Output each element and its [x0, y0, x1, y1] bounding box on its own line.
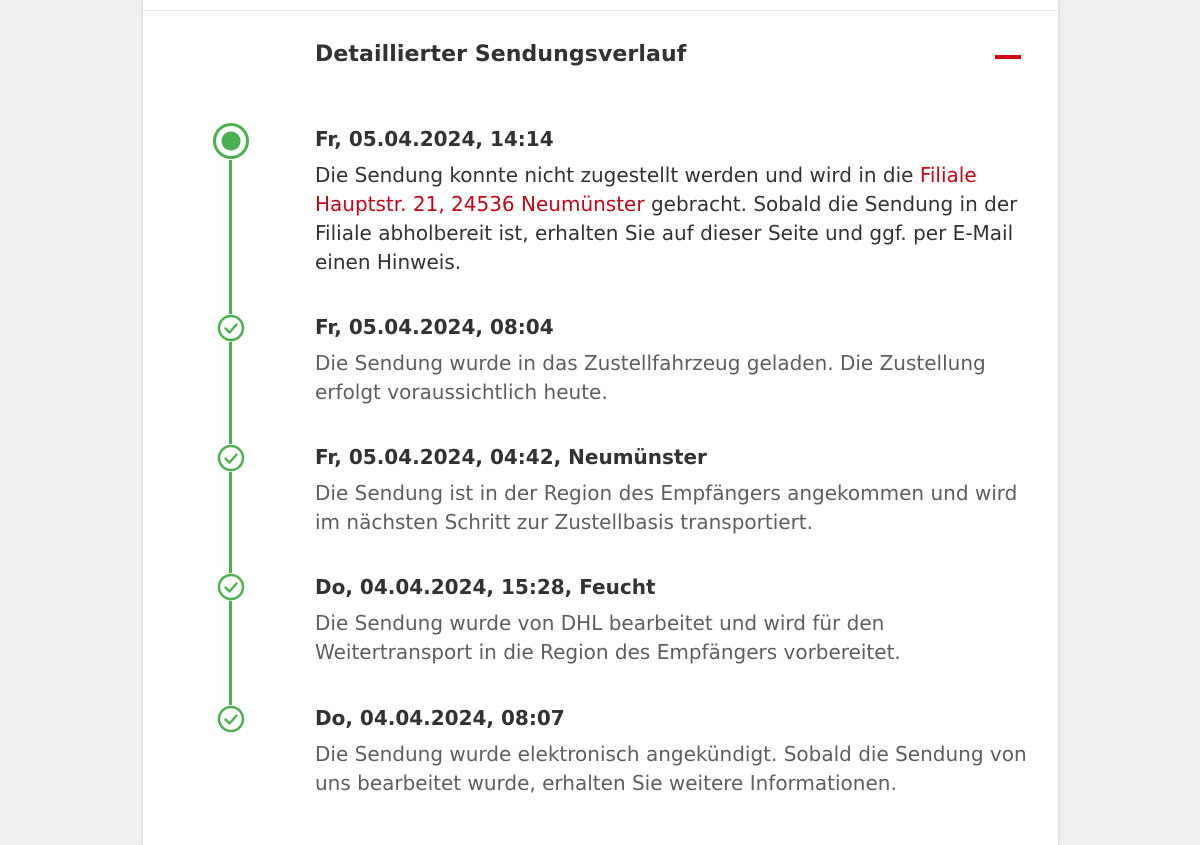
- collapse-button[interactable]: [988, 43, 1024, 73]
- event-desc-text: gebracht. Sobald die Sendung in der Filiale abholbereit ist, erhalten Sie auf dieser Seite und ggf. per E-Mail einen Hinweis.: [315, 192, 1018, 274]
- check-circle-icon: [217, 705, 245, 733]
- event-date: Do, 04.04.2024, 08:07: [315, 706, 565, 730]
- timeline-event: [315, 314, 1035, 407]
- event-desc-text: Die Sendung konnte nicht zugestellt werden und wird in die: [315, 163, 920, 187]
- check-circle-icon: [217, 314, 245, 342]
- timeline-event: [315, 126, 1035, 277]
- event-description: Die Sendung wurde elektronisch angekündigt. Sobald die Sendung von uns bearbeitet wurde, erhalten Sie weitere Informationen.: [315, 742, 1027, 795]
- timeline-line: [229, 150, 232, 720]
- event-description: [315, 161, 1035, 277]
- timeline-event: [315, 705, 1035, 798]
- timeline-event: [315, 444, 1035, 537]
- event-date: Fr, 05.04.2024, 04:42, Neumünster: [315, 445, 707, 469]
- event-description: Die Sendung wurde von DHL bearbeitet und wird für den Weitertransport in die Region des Empfängers vorbereitet.: [315, 611, 901, 664]
- minus-icon: [995, 55, 1021, 59]
- event-description: Die Sendung ist in der Region des Empfängers angekommen und wird im nächsten Schritt zur Zustellbasis transportiert.: [315, 481, 1018, 534]
- event-date: Fr, 05.04.2024, 08:04: [315, 315, 554, 339]
- card-divider: [143, 10, 1058, 11]
- section-title: Detaillierter Sendungsverlauf: [315, 42, 687, 67]
- check-circle-icon: [217, 444, 245, 472]
- event-date: Fr, 05.04.2024, 14:14: [315, 127, 554, 151]
- shipment-history-card: [143, 0, 1058, 845]
- event-date: Do, 04.04.2024, 15:28, Feucht: [315, 575, 656, 599]
- branch-address-link[interactable]: Filiale Hauptstr. 21, 24536 Neumünster: [315, 163, 977, 216]
- check-circle-icon: [217, 573, 245, 601]
- current-status-dot-icon: [212, 122, 250, 160]
- event-description: Die Sendung wurde in das Zustellfahrzeug geladen. Die Zustellung erfolgt voraussichtlich heute.: [315, 351, 986, 404]
- timeline-event: [315, 574, 1035, 667]
